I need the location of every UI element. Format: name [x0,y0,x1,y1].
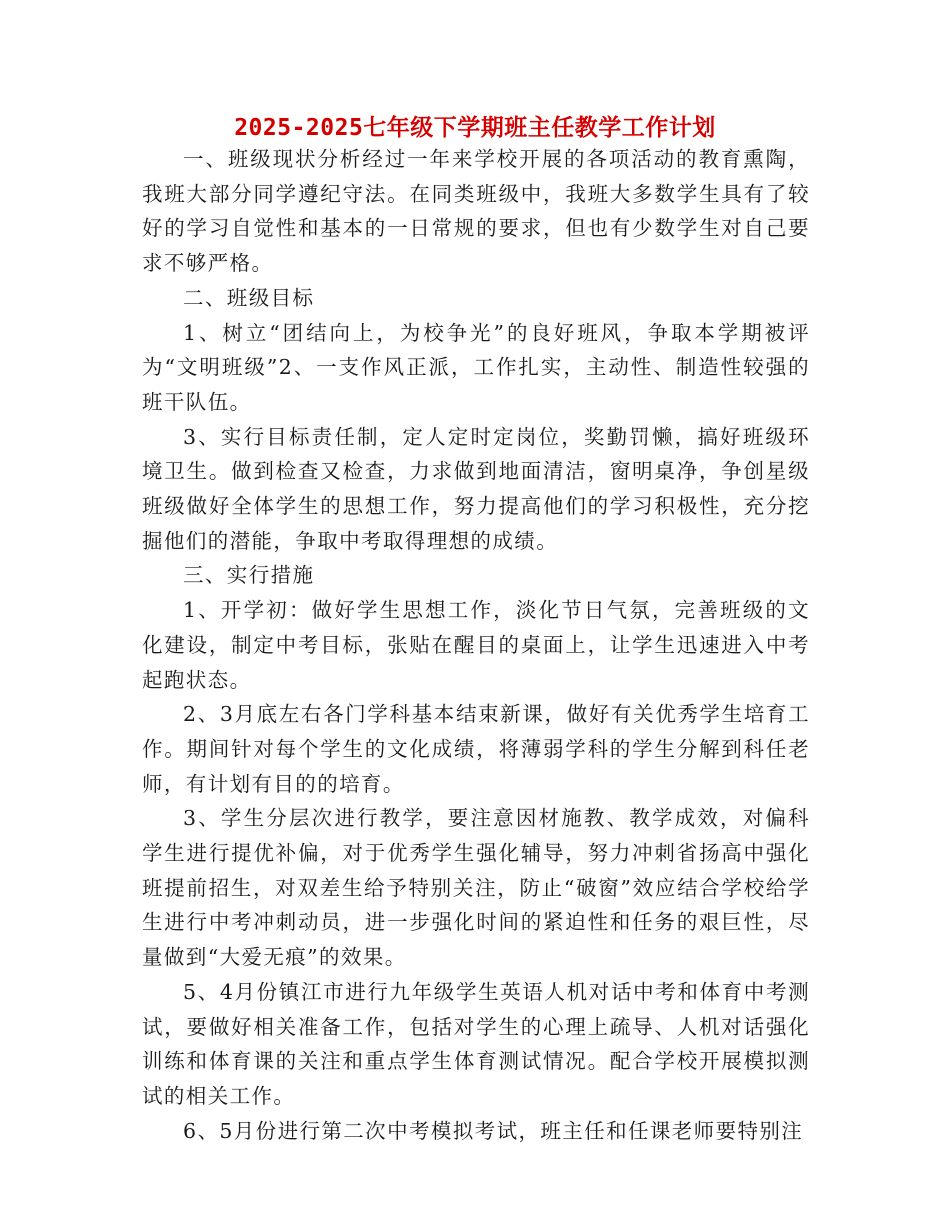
paragraph-measure-6: 6、5月份进行第二次中考模拟考试，班主任和任课老师要特别注 [183,1118,804,1143]
heading-measures: 三、实行措施 [183,563,315,588]
paragraph-measure-5: 5、4月份镇江市进行九年级学生英语人机对话中考和体育中考测试，要做好相关准备工作，包括对学生的心理上疏导、人机对话强化训练和体育课的关注和重点学生体育测试情况。配合学校开展模拟测试的相关工作。 [142,979,810,1108]
heading-class-goals: 二、班级目标 [183,285,315,310]
document-title: 2025-2025七年级下学期班主任教学工作计划 [234,115,716,141]
document-body [142,142,810,1148]
paragraph-goal-1-2: 1、树立“团结向上，为校争光”的良好班风，争取本学期被评为“文明班级”2、一支作风正派，工作扎实，主动性、制造性较强的班干队伍。 [142,320,810,414]
paragraph-measure-2: 2、3月底左右各门学科基本结束新课，做好有关优秀学生培育工作。期间针对每个学生的文化成绩，将薄弱学科的学生分解到科任老师，有计划有目的的培育。 [142,702,810,796]
paragraph-goal-3: 3、实行目标责任制，定人定时定岗位，奖勤罚懒，搞好班级环境卫生。做到检查又检查，力求做到地面清洁，窗明桌净，争创星级班级做好全体学生的思想工作，努力提高他们的学习积极性，充分挖掘他们的潜能，争取中考取得理想的成绩。 [142,424,810,553]
paragraph-measure-1: 1、开学初：做好学生思想工作，淡化节日气氛，完善班级的文化建设，制定中考目标，张贴在醒目的桌面上，让学生迅速进入中考起跑状态。 [142,598,810,692]
paragraph-measure-3: 3、学生分层次进行教学，要注意因材施教、教学成效，对偏科学生进行提优补偏，对于优秀学生强化辅导，努力冲刺省扬高中强化班提前招生，对双差生给予特别关注，防止“破窗”效应结合学校给学生进行中考冲刺动员，进一步强化时间的紧迫性和任务的艰巨性，尽量做到“大爱无痕”的效果。 [142,806,810,970]
paragraph-class-status: 一、班级现状分析经过一年来学校开展的各项活动的教育熏陶，我班大部分同学遵纪守法。在同类班级中，我班大多数学生具有了较好的学习自觉性和基本的一日常规的要求，但也有少数学生对自己要求不够严格。 [142,147,810,276]
